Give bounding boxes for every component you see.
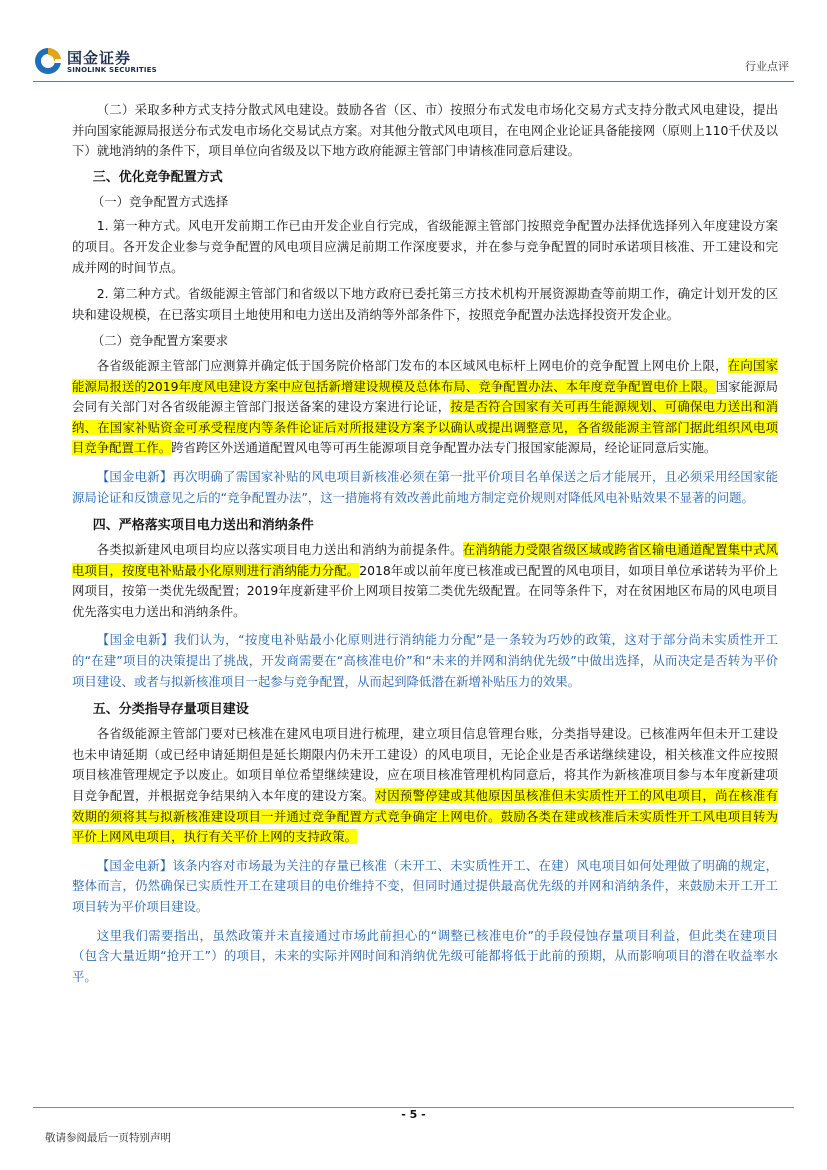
comment-text: 再次明确了需国家补贴的风电项目新核准必须在第一批平价项目名单保送之后才能展开，且必须采用经国家能源局论证和反馈意见之后的“竞争配置办法”，这一措施将有效改善此前地方制定竞价规则对降低风电补贴效果不显著的问题。: [72, 468, 779, 505]
paragraph-method-1: 1. 第一种方式。风电开发前期工作已由开发企业自行完成，省级能源主管部门按照竞争配置办法择优选择列入年度建设方案的项目。各开发企业参与竞争配置的风电项目应满足前期工作深度要求，并在参与竞争配置的同时承诺项目核准、开工建设和完成并网的时间节点。: [72, 218, 778, 275]
subsection-heading-3-2: （二）竞争配置方案要求: [91, 333, 229, 349]
company-logo: [33, 46, 183, 80]
page-header: [0, 0, 827, 80]
paragraph-consumption: [72, 540, 778, 622]
text-segment: 国家能源局会同有关部门对各省级能源主管部门报送备案的建设方案进行论证，: [72, 378, 778, 415]
paragraph-distributed-wind: （二）采取多种方式支持分散式风电建设。鼓励各省（区、市）按照分布式发电市场化交易方式支持分散式风电建设，提出并向国家能源局报送分布式发电市场化交易试点方案。对其他分散式风电项目，在电网企业论证具备能接网（原则上110千伏及以下）就地消纳的条件下，项目单位向省级及以下地方政府能源主管部门申请核准同意后建设。: [72, 102, 778, 159]
text-segment: 2018年或以前年度已核准或已配置的风电项目，如项目单位承诺转为平价上网项目，按第一类优先级配置；2019年度新建平价上网项目按第二类优先级配置。在同等条件下，对在贫困地区布局的风电项目优先落实电力送出和消纳条件。: [72, 562, 779, 619]
highlighted-text: 在消纳能力受限省级区域或跨省区输电通道配置集中式风电项目，按度电补贴最小化原则进行消纳能力分配。: [72, 542, 779, 578]
text-segment: 各省级能源主管部门要对已核准在建风电项目进行梳理，建立项目信息管理台账，分类指导建设。已核准两年但未开工建设也未申请延期（或已经申请延期但是延长期限内仍未开工建设）的风电项目，无论企业是否承诺继续建设，相关核准文件应按照项目核准管理规定予以废止。如项目单位希望继续建设，应在项目核准管理机构同意后，将其作为新核准项目参与本年度新建项目竞争配置，并根据竞争结果纳入本年度的建设方案。: [72, 726, 778, 804]
text-segment: 各类拟新建风电项目均应以落实项目电力送出和消纳为前提条件。: [96, 542, 463, 558]
section-heading-4: 四、严格落实项目电力送出和消纳条件: [92, 518, 314, 534]
main-content: [72, 100, 778, 987]
text-segment: 各省级能源主管部门应测算并确定低于国务院价格部门发布的本区域风电标杆上网电价的竞争配置上网电价上限，: [96, 357, 728, 373]
comment-tag: 【国金电新】: [96, 857, 173, 873]
logo-mark-icon: [33, 46, 63, 76]
analyst-comment-3: [72, 856, 778, 918]
disclaimer-note: 敬请参阅最后一页特别声明: [45, 1132, 171, 1144]
comment-text: 我们认为，“按度电补贴最小化原则进行消纳能力分配”是一条较为巧妙的政策，这对于部分尚未实质性开工的“在建”项目的决策提出了挑战，开发商需要在“高核准电价”和“未来的并网和消纳优先级”中做出选择，从而决定是否转为平价项目建设、或者与拟新核准项目一起参与竞争配置，从而起到降低潜在新增补贴压力的效果。: [72, 632, 779, 689]
document-type: 行业点评: [745, 60, 789, 73]
section-heading-3: 三、优化竞争配置方式: [92, 169, 223, 185]
comment-tag: 【国金电新】: [96, 468, 173, 484]
highlighted-text: 在向国家能源局报送的2019年度风电建设方案中应包括新增建设规模及总体布局、竞争配置办法、本年度竞争配置电价上限。: [72, 357, 779, 394]
highlighted-text: 按是否符合国家有关可再生能源规划、可确保电力送出和消纳、在国家补贴资金可承受程度内等条件论证后对所报建设方案予以确认或提出调整意见，各省级能源主管部门据此组织风电项目竞争配置工作。: [72, 399, 779, 456]
comment-tag: 【国金电新】: [96, 632, 174, 648]
paragraph-price-cap: [72, 356, 778, 459]
page-number: - 5 -: [401, 1108, 426, 1121]
analyst-comment-1: [72, 467, 778, 508]
subsection-heading-3-1: （一）竞争配置方式选择: [91, 193, 229, 209]
header-divider: [33, 81, 794, 82]
logo-english-name: SINOLINK SECURITIES: [67, 66, 157, 74]
analyst-comment-2: [72, 630, 778, 692]
text-segment: 跨省跨区外送通道配置风电等可再生能源项目竞争配置办法专门报国家能源局，经论证同意后实施。: [171, 440, 717, 456]
paragraph-existing-projects: [72, 724, 778, 848]
logo-chinese-name: 国金证券: [67, 49, 132, 67]
highlighted-text: 对因预警停建或其他原因虽核准但未实质性开工的风电项目，尚在核准有效期的须将其与拟新核准建设项目一并通过竞争配置方式竞争确定上网电价。鼓励各类在建或核准后未实质性开工风电项目转为平价上网风电项目，执行有关平价上网的支持政策。: [72, 788, 779, 845]
analyst-comment-4: 这里我们需要指出，虽然政策并未直接通过市场此前担心的“调整已核准电价”的手段侵蚀存量项目利益，但此类在建项目（包含大量近期“抢开工”）的项目，未来的实际并网时间和消纳优先级可能都将低于此前的预期，从而影响项目的潜在收益率水平。: [72, 927, 778, 984]
paragraph-method-2: 2. 第二种方式。省级能源主管部门和省级以下地方政府已委托第三方技术机构开展资源勘查等前期工作，确定计划开发的区块和建设规模，在已落实项目土地使用和电力送出及消纳等外部条件下，按照竞争配置办法选择投资开发企业。: [72, 286, 778, 322]
comment-text: 该条内容对市场最为关注的存量已核准（未开工、未实质性开工、在建）风电项目如何处理做了明确的规定，整体而言，仍然确保已实质性开工在建项目的电价维持不变，但同时通过提供最高优先级的并网和消纳条件，来鼓励未开工开工项目转为平价项目建设。: [72, 857, 779, 914]
section-heading-5: 五、分类指导存量项目建设: [92, 702, 249, 718]
